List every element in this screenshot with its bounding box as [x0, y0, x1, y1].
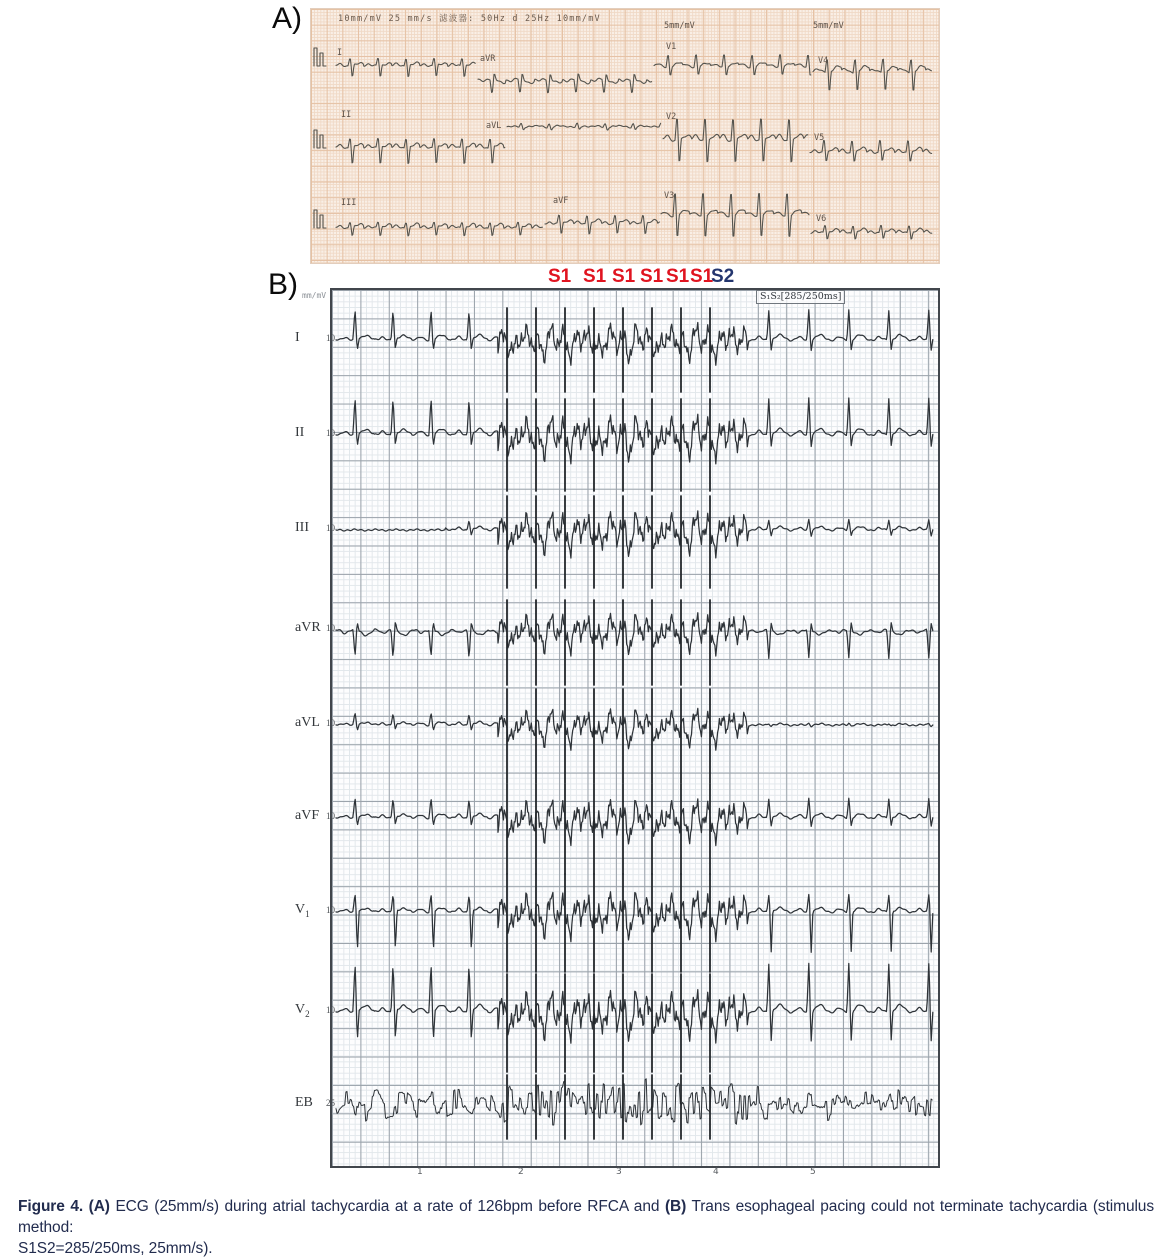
lead-name: EB	[295, 1095, 313, 1110]
panel-b-lead-label	[295, 1095, 335, 1111]
panel-a-lead-label: aVR	[480, 54, 496, 64]
time-mark: 5	[810, 1167, 816, 1177]
lead-gain: 25	[326, 1098, 335, 1108]
panel-a-ecg-paper	[310, 8, 940, 264]
panel-a-gain-label: 5mm/mV	[813, 21, 844, 31]
lead-name: III	[295, 520, 309, 535]
s2-stimulus-label: S2	[711, 266, 735, 287]
panel-b-ecg-grid	[330, 288, 940, 1168]
time-mark: 4	[713, 1167, 719, 1177]
panel-b-units-label: mm/mV	[302, 291, 327, 300]
panel-a-settings-text: 10mm/mV 25 mm/s 滤波器: 50Hz d 25Hz 10mm/mV	[338, 14, 601, 24]
caption-figure-label: Figure 4.	[18, 1198, 84, 1215]
caption-line-1	[18, 1196, 1154, 1238]
lead-gain: 10	[326, 623, 335, 633]
panel-a-gain-label: 5mm/mV	[664, 21, 695, 31]
s1-stimulus-label: S1	[548, 266, 572, 287]
s1-stimulus-label: S1	[690, 266, 714, 287]
time-mark: 3	[616, 1167, 622, 1177]
lead-name: II	[295, 425, 305, 440]
caption-line-2: S1S2=285/250ms, 25mm/s).	[18, 1240, 213, 1257]
panel-a-label: A)	[272, 2, 302, 35]
s1-stimulus-label: S1	[612, 266, 636, 287]
panel-b-lead-label	[295, 715, 335, 731]
figure-caption	[18, 1196, 1154, 1259]
caption-a-label: (A)	[88, 1198, 110, 1215]
lead-name: $V_1$	[295, 902, 310, 919]
lead-name-subscript: 1	[305, 908, 310, 919]
panel-a-lead-label: II	[341, 110, 352, 120]
lead-name-subscript: 2	[305, 1008, 310, 1019]
panel-b-lead-label	[295, 808, 335, 824]
panel-a-lead-label: aVL	[486, 121, 502, 131]
panel-b-lead-label	[295, 902, 335, 919]
s1-stimulus-label: S1	[666, 266, 690, 287]
lead-gain: 10	[326, 333, 335, 343]
panel-a-lead-label: V3	[664, 191, 675, 201]
panel-b-lead-label	[295, 425, 335, 441]
panel-a-lead-label: III	[341, 198, 357, 208]
time-mark: 1	[417, 1167, 423, 1177]
lead-gain: 10	[326, 428, 335, 438]
caption-b-label: (B)	[664, 1198, 687, 1215]
panel-a-lead-label: V4	[818, 56, 829, 66]
lead-name: aVL	[295, 715, 320, 730]
panel-a-lead-label: aVF	[553, 196, 569, 206]
panel-b-lead-label	[295, 620, 335, 636]
time-mark: 2	[518, 1167, 524, 1177]
panel-a-lead-label: V1	[666, 42, 677, 52]
panel-a-lead-label: V2	[666, 112, 677, 122]
panel-b-lead-label	[295, 330, 335, 346]
lead-gain: 10	[326, 905, 335, 915]
panel-b-label: B)	[268, 268, 298, 301]
panel-b-lead-label	[295, 1002, 335, 1019]
lead-name: aVR	[295, 620, 321, 635]
stimulus-annotation: S₁S₂[285/250ms]	[756, 290, 845, 304]
panel-a-lead-label: I	[337, 48, 343, 58]
panel-b-lead-label	[295, 520, 335, 536]
lead-gain: 10	[326, 523, 335, 533]
lead-name: $V_2$	[295, 1002, 310, 1019]
panel-a-lead-label: V5	[814, 133, 825, 143]
lead-gain: 10	[326, 718, 335, 728]
caption-a-text: ECG (25mm/s) during atrial tachycardia at a rate of 126bpm before RFCA and	[115, 1198, 660, 1215]
lead-name: aVF	[295, 808, 320, 823]
lead-gain: 10	[326, 811, 335, 821]
panel-a-lead-label: V6	[816, 214, 827, 224]
lead-gain: 10	[326, 1005, 335, 1015]
s1-stimulus-label: S1	[640, 266, 664, 287]
caption-b-text: Trans esophageal pacing could not terminate tachycardia (stimulus method:	[18, 1198, 1154, 1236]
lead-name: I	[295, 330, 300, 345]
s1-stimulus-label: S1	[583, 266, 607, 287]
